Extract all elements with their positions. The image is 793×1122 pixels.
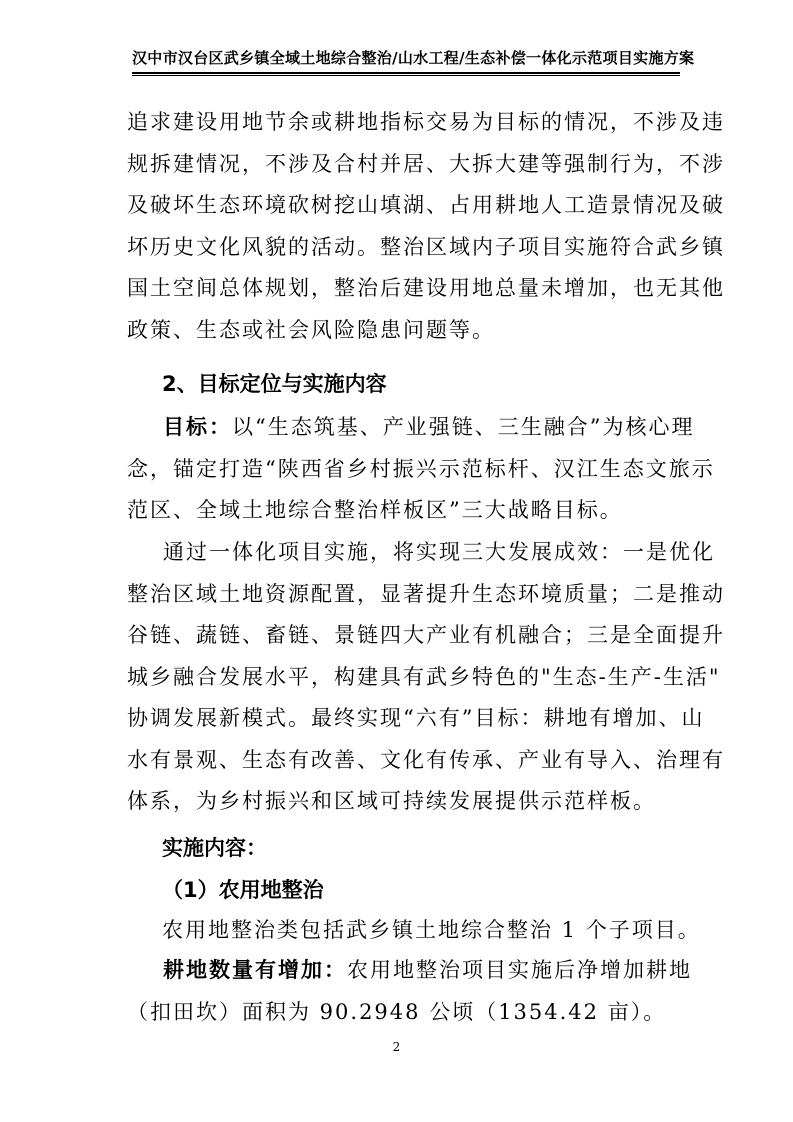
- text-line: 国土空间总体规划，整治后建设用地总量未增加，也无其他: [127, 276, 725, 300]
- farmland-increase-paragraph: [127, 950, 692, 1033]
- header-rule-thick: [132, 72, 680, 74]
- sub-heading: （1）农用地整治: [162, 878, 324, 902]
- page-number: 2: [392, 1040, 401, 1054]
- text-line: （扣田坎）面积为 90.2948 公顷（1354.42 亩）。: [127, 999, 667, 1024]
- text-line: [127, 950, 692, 992]
- text-line: 坏历史文化风貌的活动。整治区域内子项目实施符合武乡镇: [127, 234, 725, 259]
- text-line: 范区、全域土地综合整治样板区”三大战略目标。: [127, 498, 623, 522]
- text-line: 政策、生态或社会风险隐患问题等。: [127, 317, 495, 342]
- header-rule-thin: [132, 75, 680, 76]
- text-line: 城乡融合发展水平，构建具有武乡特色的"生态-生产-生活": [127, 664, 721, 689]
- text-line: 念，锚定打造“陕西省乡村振兴示范标杆、汉江生态文旅示: [127, 456, 715, 481]
- goal-text: 以“生态筑基、产业强链、三生融合”为核心理: [232, 415, 695, 439]
- text-line: 体系，为乡村振兴和区域可持续发展提供示范样板。: [127, 789, 656, 813]
- outcomes-paragraph: [127, 532, 725, 823]
- running-header: 汉中市汉台区武乡镇全域土地综合整治/山水工程/生态补偿一体化示范项目实施方案: [132, 49, 695, 67]
- paragraph-continuation: [127, 102, 725, 351]
- content-heading: 实施内容：: [162, 836, 267, 860]
- farmland-count-paragraph: 农用地整治类包括武乡镇土地综合整治 1 个子项目。: [162, 918, 701, 942]
- text-line: 追求建设用地节余或耕地指标交易为目标的情况，不涉及违: [127, 110, 725, 134]
- text-line: 水有景观、生态有改善、文化有传承、产业有导入、治理有: [127, 747, 725, 772]
- goal-paragraph: [127, 407, 715, 532]
- text-line: 协调发展新模式。最终实现“六有”目标：耕地有增加、山: [127, 706, 705, 730]
- section-heading: 2、目标定位与实施内容: [162, 372, 387, 396]
- goal-lead: 目标：: [163, 415, 232, 439]
- text-line: 谷链、蔬链、畜链、景链四大产业有机融合；三是全面提升: [127, 623, 725, 647]
- text-line: 及破坏生态环境砍树挖山填湖、占用耕地人工造景情况及破: [127, 193, 725, 217]
- text-line: 通过一体化项目实施，将实现三大发展成效：一是优化: [163, 540, 715, 564]
- farmland-lead: 耕地数量有增加：: [163, 958, 347, 982]
- farmland-text: 农用地整治项目实施后净增加耕地: [347, 958, 692, 982]
- text-line: 整治区域土地资源配置，显著提升生态环境质量；二是推动: [127, 581, 725, 606]
- text-line: [127, 407, 695, 449]
- text-line: 规拆建情况，不涉及合村并居、大拆大建等强制行为，不涉: [127, 151, 725, 176]
